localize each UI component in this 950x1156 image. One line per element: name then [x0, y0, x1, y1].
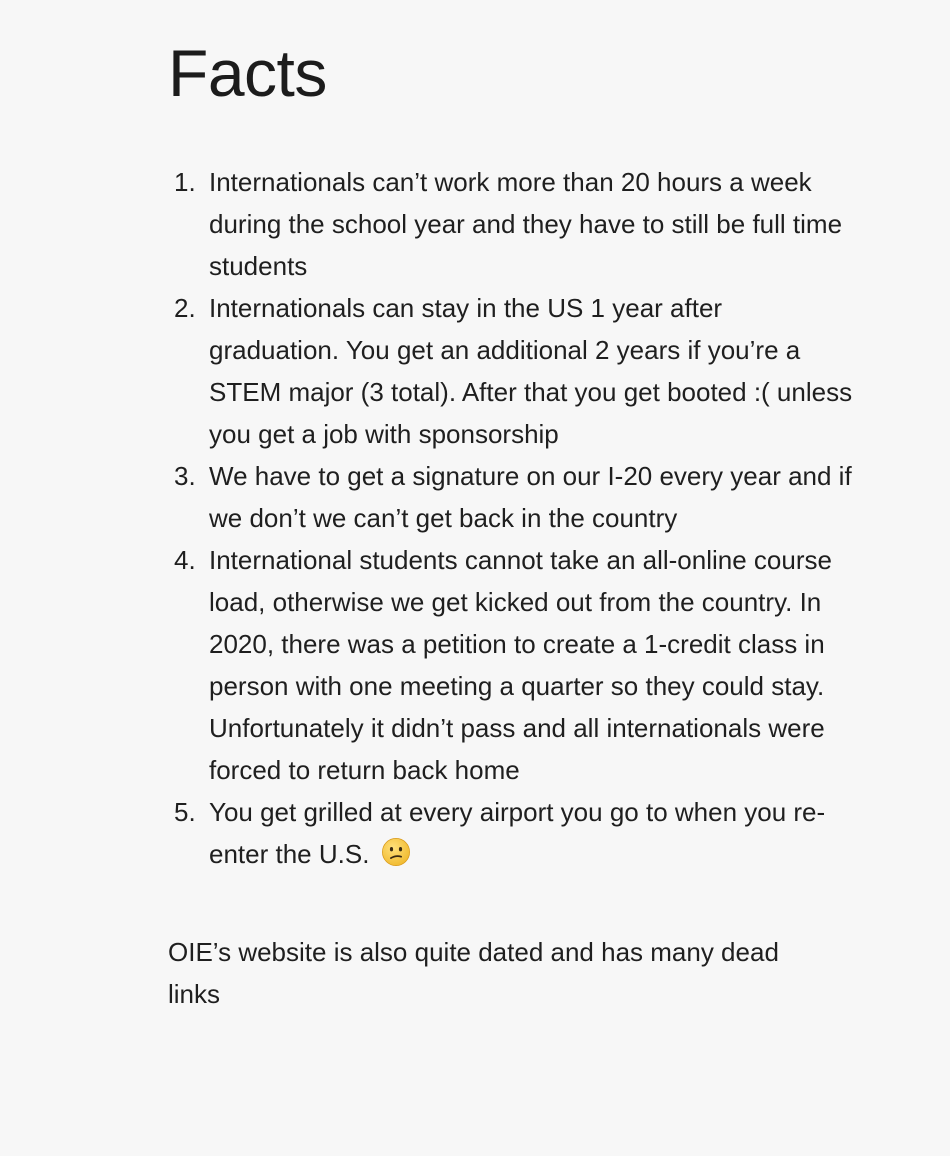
fact-text: Internationals can’t work more than 20 hours a week during the school year and they have to still be full time students [209, 167, 843, 281]
fact-item-3 [168, 455, 858, 539]
fact-number: 3. [174, 461, 196, 491]
fact-item-4 [168, 539, 858, 791]
fact-text: Internationals can stay in the US 1 year after graduation. You get an additional 2 years if you’re a STEM major (3 total). After that you get booted :( unless you get a job with sponsorship [209, 293, 853, 449]
fact-item-2 [168, 287, 858, 455]
fact-number: 5. [174, 797, 196, 827]
fact-item-1 [168, 161, 858, 287]
fact-text: We have to get a signature on our I-20 every year and if we don’t we can’t get back in the country [209, 461, 852, 533]
fact-number: 2. [174, 293, 196, 323]
confused-face-icon [381, 837, 411, 867]
facts-list [168, 161, 858, 875]
fact-number: 1. [174, 167, 196, 197]
closing-note: OIE’s website is also quite dated and has many dead links [168, 937, 779, 1009]
page-title: Facts [168, 36, 327, 110]
fact-text: International students cannot take an all-online course load, otherwise we get kicked out from the country. In 2020, there was a petition to create a 1-credit class in person with one meeting a quarter so they could stay. Unfortunately it didn’t pass and all internationals were forced to return back home [209, 545, 832, 785]
fact-text: You get grilled at every airport you go to when you re-enter the U.S. [209, 797, 826, 869]
fact-number: 4. [174, 545, 196, 575]
document-page [168, 30, 858, 1015]
fact-item-5 [168, 791, 858, 875]
